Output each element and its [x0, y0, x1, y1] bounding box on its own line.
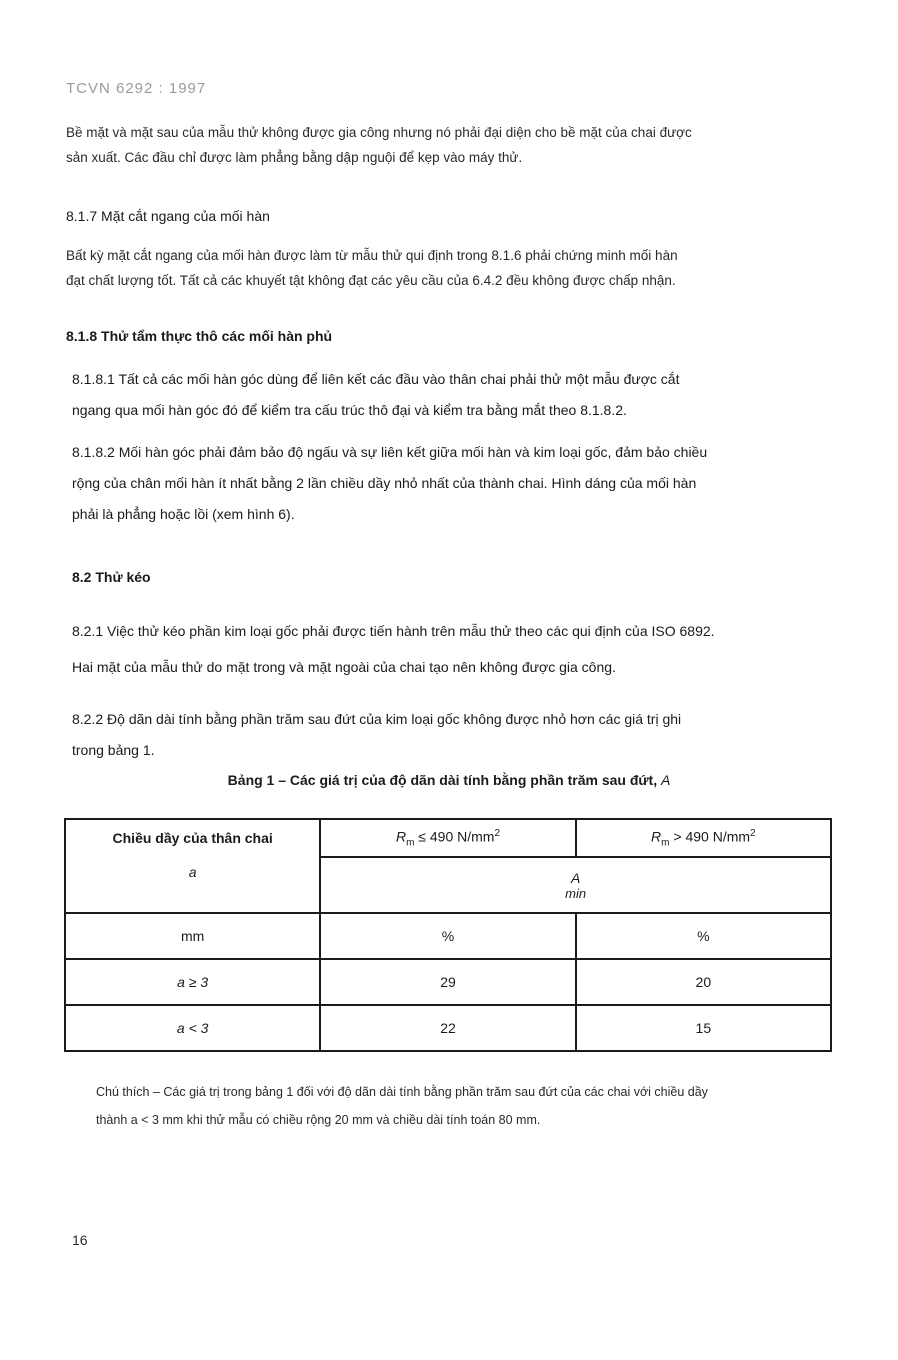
- s818-heading-text: 8.1.8 Thử tẩm thực thô các mối hàn phủ: [66, 328, 333, 344]
- table-caption: [0, 772, 898, 788]
- intro-line-1: Bề mặt và mặt sau của mẫu thử không được gia công nhưng nó phải đại diện cho bề mặt của chai được: [66, 125, 692, 140]
- col2-header-symbol: R: [395, 828, 407, 845]
- table-caption-text: Bảng 1 – Các giá trị của độ dãn dài tính bằng phần trăm sau đứt,: [227, 772, 658, 788]
- intro-paragraph: [66, 120, 846, 170]
- section-heading-8-2: [72, 569, 151, 585]
- col1-header-cell: [65, 819, 320, 913]
- unit-cell-1: mm: [65, 913, 320, 959]
- col2-header-sup: 2: [494, 827, 501, 839]
- row-label: a < 3: [65, 1005, 320, 1051]
- s822-line-2: trong bảng 1.: [72, 742, 155, 758]
- section-heading-8-1-7: 8.1.7 Mặt cắt ngang của mối hàn: [66, 208, 270, 224]
- s822-line-1: 8.2.2 Độ dãn dài tính bằng phần trăm sau đứt của kim loại gốc không được nhỏ hơn các giá trị ghi: [72, 711, 682, 727]
- table-caption-symbol: A: [660, 772, 671, 788]
- col3-header-sub: m: [661, 837, 670, 849]
- section-8-2-1-paragraph-2: Hai mặt của mẫu thử do mặt trong và mặt ngoài của chai tạo nên không được gia công.: [72, 659, 616, 675]
- unit-cell-2: %: [320, 913, 575, 959]
- elongation-table: [64, 818, 832, 1052]
- s8182-line-2: rộng của chân mối hàn ít nhất bằng 2 lần chiều dầy nhỏ nhất của thành chai. Hình dáng của mối hàn: [72, 475, 697, 491]
- row-value-1: 22: [320, 1005, 575, 1051]
- unit-cell-3: %: [576, 913, 831, 959]
- row-value-2: 20: [576, 959, 831, 1005]
- col1-symbol: a: [188, 864, 197, 880]
- table-row: [65, 1005, 831, 1051]
- section-8-2-2-paragraph: [72, 704, 852, 766]
- section-8-1-8-1-paragraph: [72, 364, 852, 426]
- s8182-line-3: phải là phẳng hoặc lồi (xem hình 6).: [72, 506, 295, 522]
- table-header-row: [65, 819, 831, 857]
- col3-header-sup: 2: [750, 827, 756, 839]
- s8181-line-1: 8.1.8.1 Tất cả các mối hàn góc dùng để liên kết các đầu vào thân chai phải thử một mẫu được cắt: [72, 371, 680, 387]
- intro-line-2: sản xuất. Các đầu chỉ được làm phẳng bằng dập nguội để kẹp vào máy thử.: [66, 150, 523, 165]
- section-8-2-1-paragraph: 8.2.1 Việc thử kéo phần kim loại gốc phải được tiến hành trên mẫu thử theo các qui định của ISO 6892.: [72, 623, 715, 639]
- merged-a-min-cell: [320, 857, 831, 913]
- col2-header-cell: [320, 819, 575, 857]
- document-code: TCVN 6292 : 1997: [66, 80, 207, 97]
- col1-header-text: Chiều dầy của thân chai: [112, 830, 273, 846]
- s82-heading-text: 8.2 Thử kéo: [72, 569, 151, 585]
- s817-line-1: Bất kỳ mặt cắt ngang của mối hàn được làm từ mẫu thử qui định trong 8.1.6 phải chứng minh mối hàn: [66, 248, 678, 263]
- page-number: 16: [72, 1232, 88, 1248]
- row-value-2: 15: [576, 1005, 831, 1051]
- col2-header-text: ≤ 490 N/mm: [414, 828, 495, 845]
- merged-sub: min: [565, 885, 587, 901]
- section-heading-8-1-8: [66, 328, 332, 344]
- col2-header-sub: m: [406, 837, 415, 849]
- col3-header-cell: [576, 819, 831, 857]
- note-line-2: thành a < 3 mm khi thử mẫu có chiều rộng 20 mm và chiều dài tính toán 80 mm.: [96, 1113, 541, 1127]
- merged-symbol: A: [570, 869, 581, 886]
- table-row: [65, 959, 831, 1005]
- row-label: a ≥ 3: [65, 959, 320, 1005]
- table-note: [96, 1078, 856, 1134]
- col3-header-symbol: R: [651, 828, 662, 845]
- row-value-1: 29: [320, 959, 575, 1005]
- s8181-line-2: ngang qua mối hàn góc đó để kiểm tra cấu trúc thô đại và kiểm tra bằng mắt theo 8.1.8.2.: [72, 402, 627, 418]
- table-units-row: [65, 913, 831, 959]
- section-8-1-7-paragraph: [66, 243, 846, 293]
- note-line-1: Chú thích – Các giá trị trong bảng 1 đối với độ dãn dài tính bằng phần trăm sau đứt của các chai với chiều dầy: [96, 1085, 708, 1099]
- col3-header-text: > 490 N/mm: [669, 828, 751, 845]
- section-8-1-8-2-paragraph: [72, 437, 852, 530]
- s8182-line-1: 8.1.8.2 Mối hàn góc phải đảm bảo độ ngấu và sự liên kết giữa mối hàn và kim loại gốc, đảm bảo chiều: [72, 444, 708, 460]
- s817-line-2: đạt chất lượng tốt. Tất cả các khuyết tật không đạt các yêu cầu của 6.4.2 đều không được chấp nhận.: [66, 273, 676, 288]
